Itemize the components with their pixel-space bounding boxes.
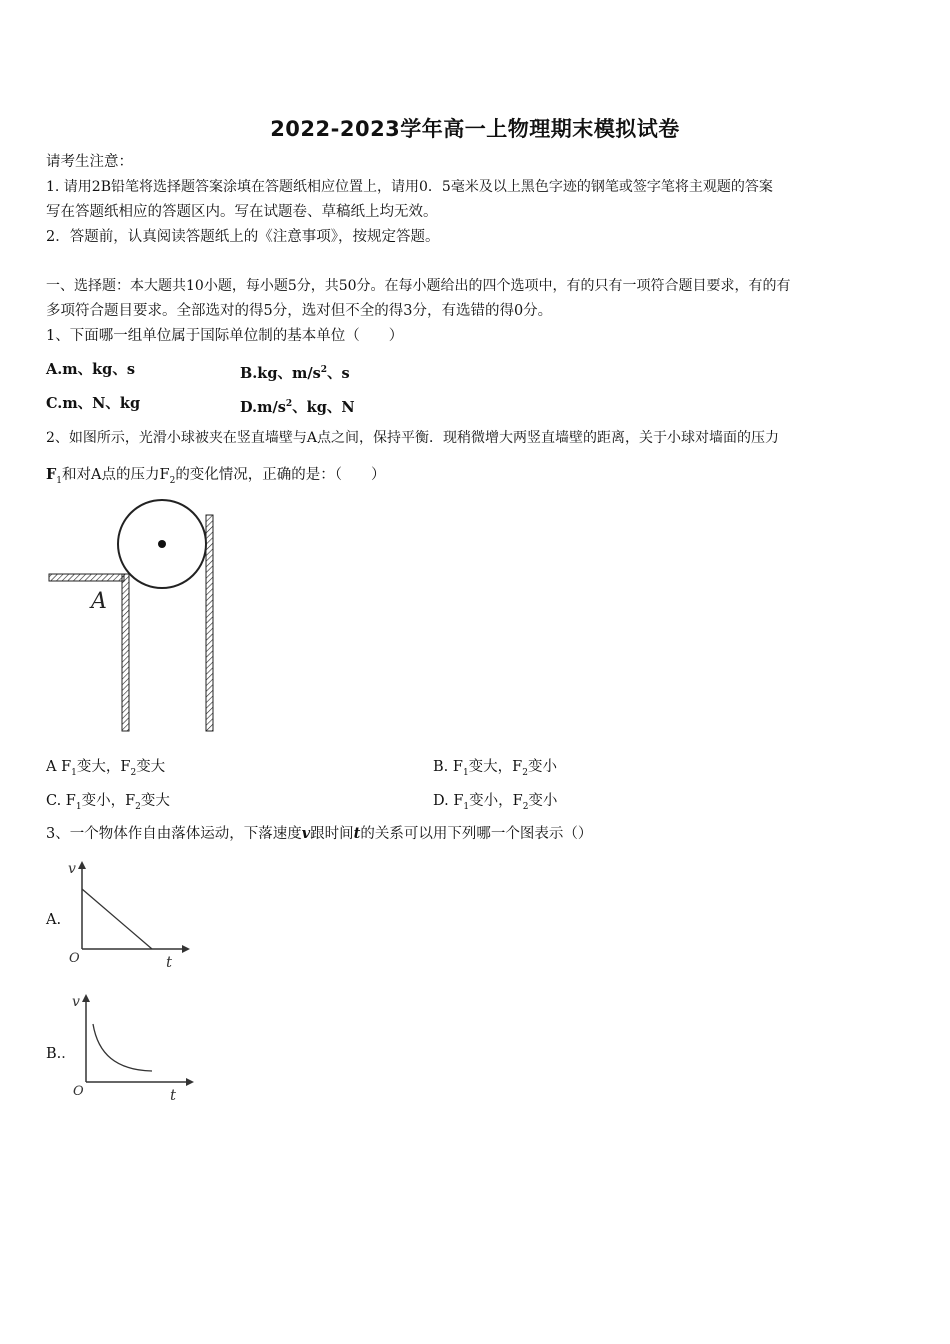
- notice-item-2: 2．答题前，认真阅读答题纸上的《注意事项》，按规定答题。: [46, 229, 440, 245]
- left-wall: [122, 574, 129, 731]
- question-1-stem: 1、下面哪一组单位属于国际单位制的基本单位（ ）: [46, 328, 404, 344]
- question-1-option-c: C.m、N、kg: [46, 395, 141, 412]
- notice-item-1-line-2: 写在答题纸相应的答题区内。写在试题卷、草稿纸上均无效。: [46, 204, 438, 220]
- question-2-stem-line-2: $F_1$和对A点的压力$F_2$的变化情况，正确的是：（ ）: [46, 466, 386, 486]
- decaying-curve: [93, 1024, 152, 1071]
- t-axis-label: t: [166, 953, 173, 970]
- question-1-option-d: $D.m/s^2$、kg、N: [240, 398, 355, 416]
- question-1-option-b: B.kg、$m/s^2$、s: [240, 364, 350, 382]
- point-a-label: A: [91, 589, 107, 614]
- t-axis-label: t: [170, 1086, 177, 1103]
- question-1-option-a: A.m、kg、s: [46, 361, 135, 378]
- question-3-option-b-label: B.．: [46, 1046, 76, 1062]
- question-2-option-b: B. $F_1$变大，$F_2$变小: [433, 759, 557, 778]
- question-2-stem-line-1: 2、如图所示，光滑小球被夹在竖直墙壁与A点之间，保持平衡．现稍微增大两竖直墙壁的距离，关于小球对墙面的压力: [46, 430, 780, 446]
- ball-between-walls-figure: [40, 495, 230, 740]
- v-axis-arrow: [82, 994, 90, 1002]
- notice-heading: 请考生注意：: [46, 154, 133, 170]
- v-t-graph-a: [62, 855, 192, 970]
- question-2-option-d: D. $F_1$变小，$F_2$变小: [433, 793, 558, 812]
- page-title: 2022-2023学年高一上物理期末模拟试卷: [270, 117, 680, 141]
- v-axis-label: v: [72, 994, 80, 1010]
- v-axis-arrow: [78, 861, 86, 869]
- notice-item-1-line-1: 1. 请用2B铅笔将选择题答案涂填在答题纸相应位置上，请用0．5毫米及以上黑色字迹的钢笔或签字笔将主观题的答案: [46, 179, 773, 195]
- decreasing-line: [82, 889, 152, 949]
- origin-label: O: [69, 951, 80, 966]
- question-3-stem: 3、一个物体作自由落体运动，下落速度v跟时间t的关系可以用下列哪一个图表示（）: [46, 825, 593, 842]
- t-axis-arrow: [182, 945, 190, 953]
- section-1-line-2: 多项符合题目要求。全部选对的得5分，选对但不全的得3分，有选错的得0分。: [46, 303, 553, 319]
- ball-center-dot: [158, 540, 166, 548]
- question-2-option-c: C. $F_1$变小，$F_2$变大: [46, 793, 170, 812]
- question-3-option-a-label: A.: [46, 912, 62, 928]
- origin-label: O: [73, 1084, 84, 1099]
- v-t-graph-b: [66, 988, 196, 1103]
- right-wall: [206, 515, 213, 731]
- question-2-option-a: A $F_1$变大，$F_2$变大: [46, 759, 166, 778]
- ledge-a: [49, 574, 124, 581]
- v-axis-label: v: [68, 861, 76, 877]
- t-axis-arrow: [186, 1078, 194, 1086]
- section-1-line-1: 一、选择题：本大题共10小题，每小题5分，共50分。在每小题给出的四个选项中，有的只有一项符合题目要求，有的有: [46, 278, 791, 294]
